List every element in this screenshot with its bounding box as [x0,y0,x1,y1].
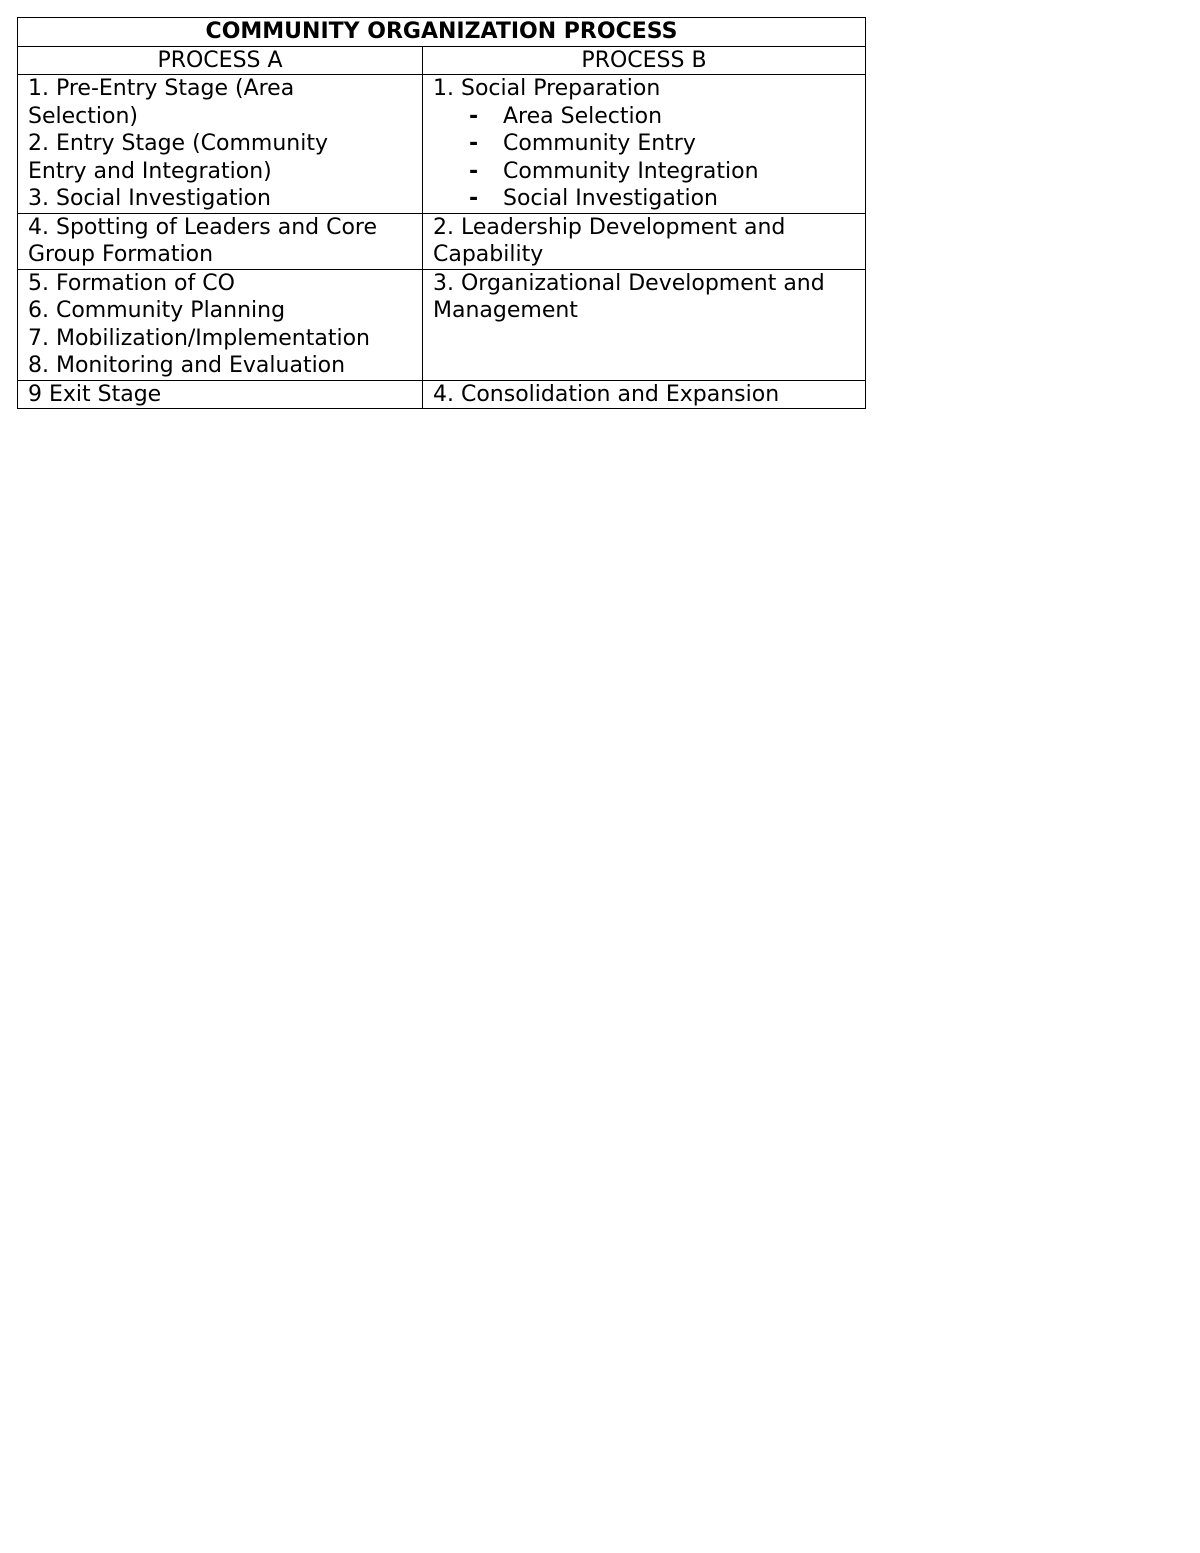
process-b-line: 1. Social Preparation [433,76,661,101]
process-a-cell [18,380,423,409]
dash-bullet: - [469,131,479,156]
header-row [18,46,866,75]
header-process-b: PROCESS B [423,46,866,75]
process-b-line: 4. Consolidation and Expansion [433,381,780,407]
process-a-line: Selection) [28,103,138,129]
table-row [18,269,866,380]
process-a-cell [18,269,423,380]
table-row [18,213,866,269]
community-organization-table [17,17,866,409]
subitem-label: Social Investigation [503,186,718,211]
process-b-line: Capability [433,242,544,267]
process-a-line: 1. Pre-Entry Stage (Area [28,76,295,101]
process-b-line: Management [433,298,578,323]
process-b-subitem [433,185,865,213]
process-a-line: 4. Spotting of Leaders and Core [28,214,378,240]
process-a-line: 7. Mobilization/Implementation [28,325,370,351]
subitem-label: Community Entry [503,131,696,156]
process-b-cell [423,75,866,214]
process-a-cell [18,213,423,269]
table-title: COMMUNITY ORGANIZATION PROCESS [18,18,866,47]
dash-bullet: - [469,103,479,129]
subitem-label: Area Selection [503,103,663,129]
process-a-line: 6. Community Planning [28,298,286,323]
table-row [18,380,866,409]
process-b-cell [423,269,866,380]
dash-bullet: - [469,158,479,184]
process-a-line: Group Formation [28,242,214,267]
subitem-label: Community Integration [503,158,759,184]
process-a-line: 8. Monitoring and Evaluation [28,353,346,378]
process-a-cell [18,75,423,214]
process-b-subitem [433,158,865,186]
dash-bullet: - [469,186,479,211]
table-row [18,75,866,214]
process-a-line: Entry and Integration) [28,158,272,184]
title-row [18,18,866,47]
process-a-line: 9 Exit Stage [28,381,162,407]
process-a-line: 2. Entry Stage (Community [28,131,328,156]
process-b-cell [423,380,866,409]
process-b-subitem [433,130,865,158]
process-b-line: 2. Leadership Development and [433,214,786,240]
process-b-cell [423,213,866,269]
process-a-line: 5. Formation of CO [28,270,235,296]
header-process-a: PROCESS A [18,46,423,75]
process-b-subitem [433,103,865,131]
process-b-line: 3. Organizational Development and [433,270,825,296]
process-a-line: 3. Social Investigation [28,186,271,211]
